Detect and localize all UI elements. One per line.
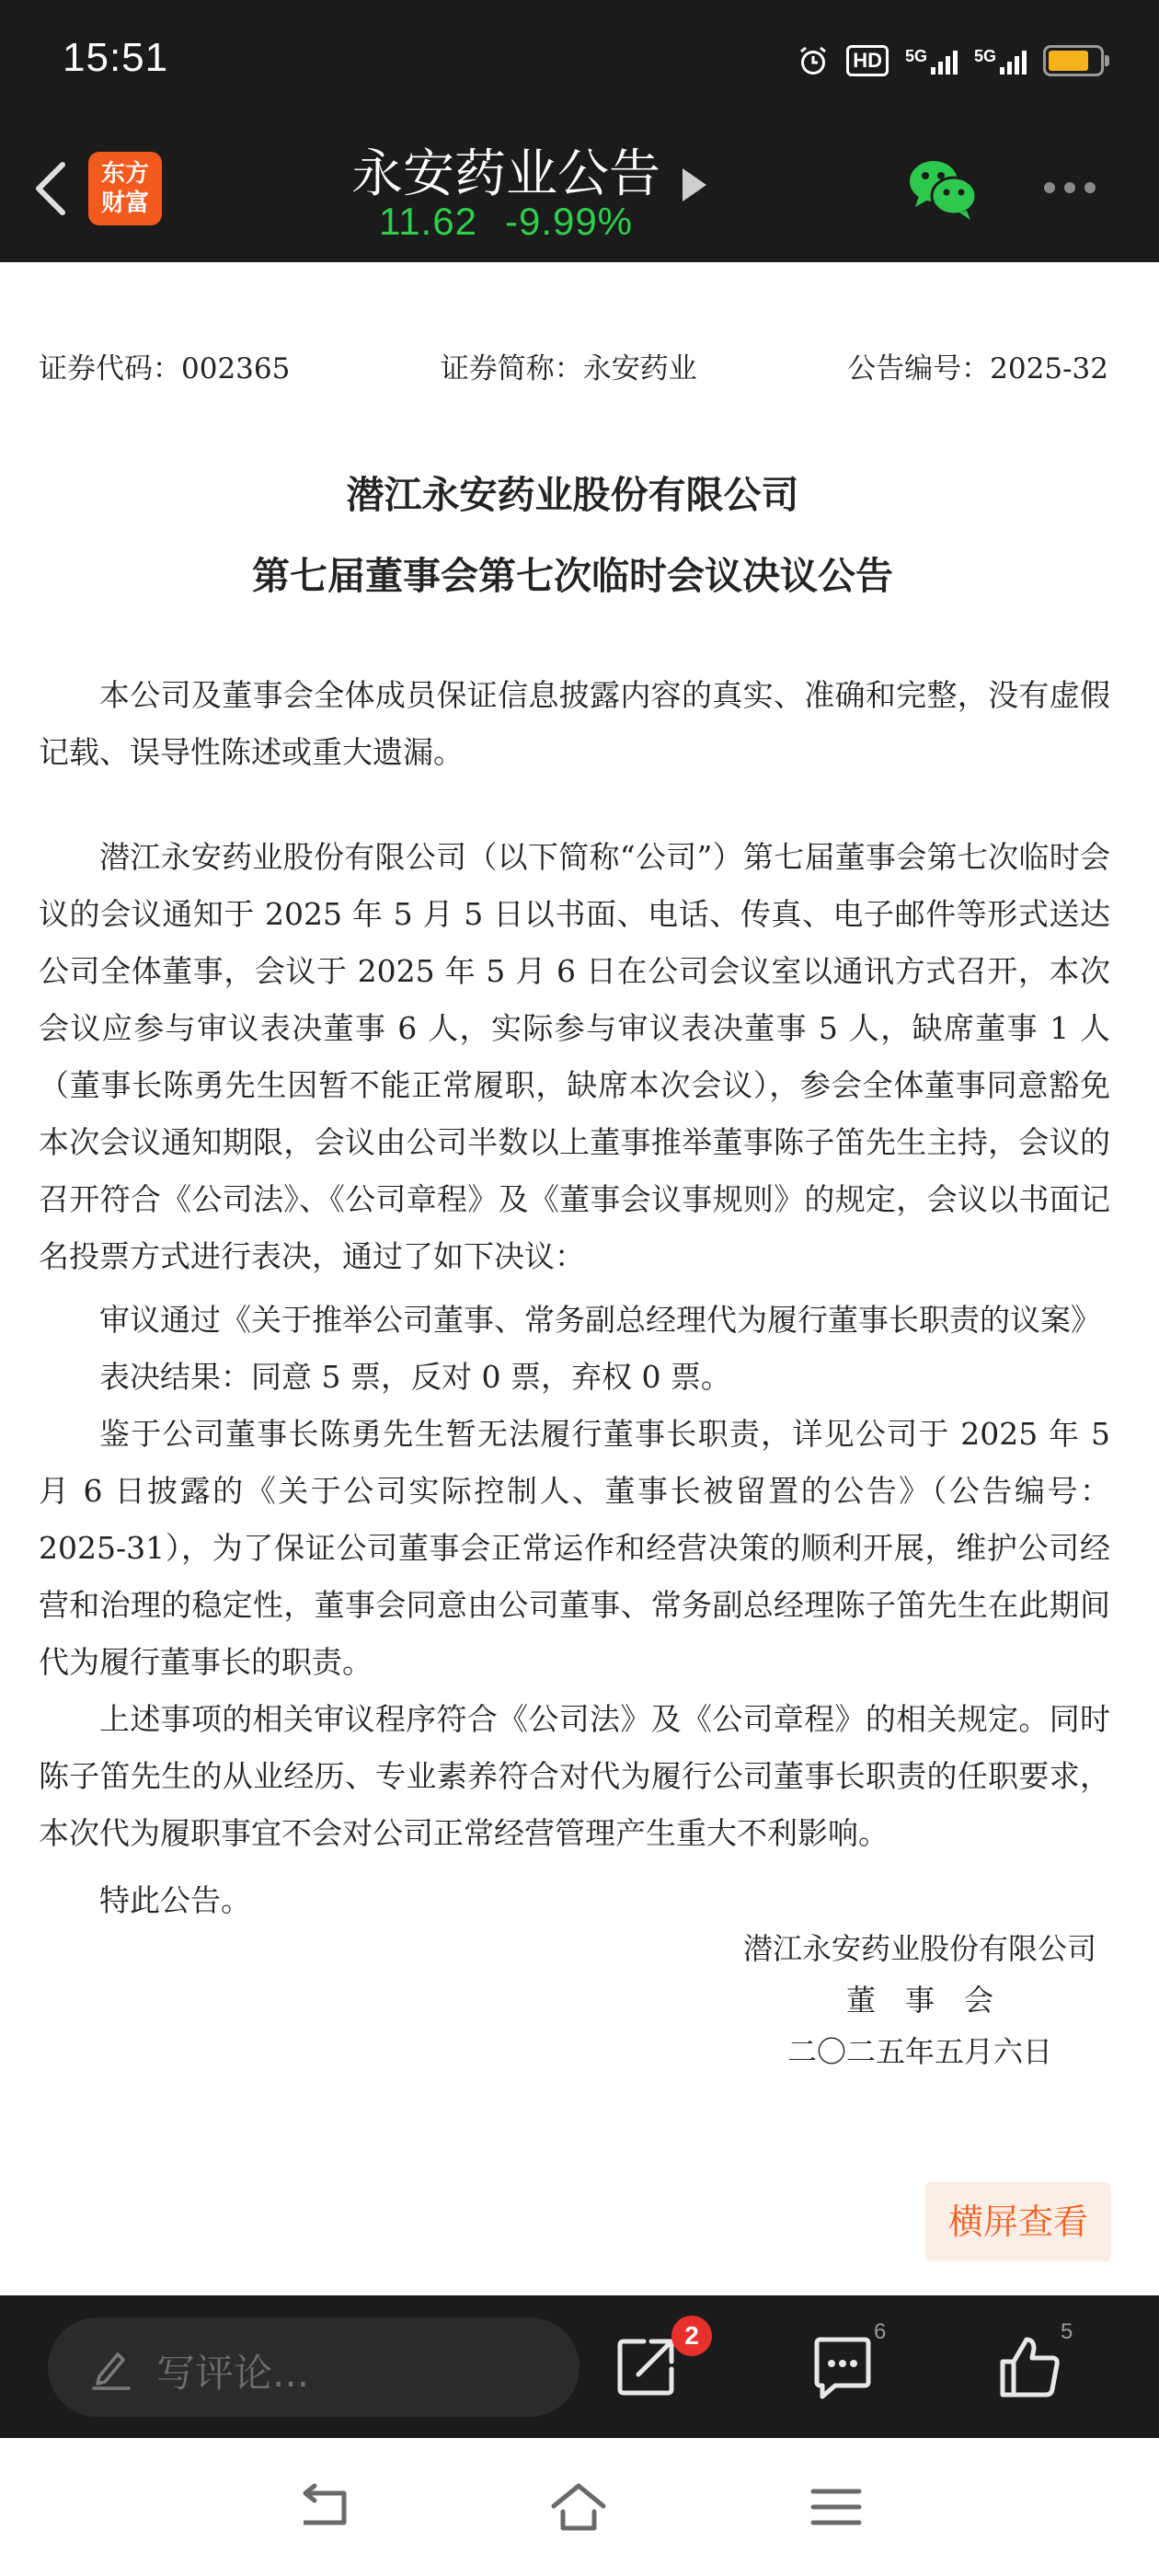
bottom-action-bar bbox=[0, 2295, 1159, 2438]
signal-label: 5G bbox=[904, 47, 927, 65]
signature-date: 二〇二五年五月六日 bbox=[786, 2034, 1052, 2069]
document-meta bbox=[39, 345, 1108, 386]
paragraph-compliance: 上述事项的相关审议程序符合《公司法》及《公司章程》的相关规定。同时陈子笛先生的从业经历、专业素养符合对代为履行公司董事长职责的任职要求，本次代为履职事宜不会对公司正常经营管理产生重大不利影响。 bbox=[39, 1701, 1110, 1851]
stock-quote bbox=[294, 200, 717, 244]
paragraph-closing: 特此公告。 bbox=[99, 1882, 251, 1918]
system-nav-bar bbox=[0, 2438, 1159, 2576]
comment-placeholder: 写评论... bbox=[156, 2351, 310, 2396]
paragraph-disclaimer: 本公司及董事会全体成员保证信息披露内容的真实、准确和完整，没有虚假记载、误导性陈述或重大遗漏。 bbox=[39, 677, 1110, 770]
announcement-number: 公告编号：2025-32 bbox=[847, 352, 1108, 385]
paragraph-vote-result: 表决结果：同意 5 票，反对 0 票，弃权 0 票。 bbox=[99, 1359, 731, 1395]
signal-5g-1 bbox=[905, 47, 958, 75]
signal-5g-2 bbox=[974, 47, 1027, 75]
comment-input[interactable] bbox=[48, 2317, 580, 2417]
signal-bars-icon bbox=[1000, 47, 1027, 75]
comment-icon[interactable] bbox=[808, 2332, 878, 2402]
signature-board: 董 事 会 bbox=[845, 1983, 993, 2018]
wechat-icon[interactable] bbox=[906, 154, 980, 224]
back-icon[interactable] bbox=[20, 152, 85, 225]
paragraph-meeting-info: 潜江永安药业股份有限公司（以下简称“公司”）第七届董事会第七次临时会议的会议通知于 2025 年 5 月 5 日以书面、电话、传真、电子邮件等形式送达公司全体董事，会议于 2025 年 5 月 6 日在公司会议室以通讯方式召开，本次会议应参与审议表决董事 6 人，实际参与审议表决董事 5 人，缺席董事 1 人（董事长陈勇先生因暂不能正常履职，缺席本次会议），参会全体董事同意豁免本次会议通知期限，会议由公司半数以上董事推举董事陈子笛先生主持，会议的召开符合《公司法》、《公司章程》及《董事会议事规则》的规定，会议以书面记名投票方式进行表决，通过了如下决议： bbox=[39, 839, 1110, 1274]
page-title: 永安药业公告 bbox=[351, 144, 660, 204]
menu-nav-icon[interactable] bbox=[804, 2475, 868, 2539]
app-header bbox=[0, 124, 1159, 262]
home-nav-icon[interactable] bbox=[546, 2475, 611, 2539]
status-icons bbox=[797, 37, 1104, 85]
pencil-icon bbox=[90, 2345, 132, 2391]
signal-label: 5G bbox=[973, 47, 996, 65]
document-title-company: 潜江永安药业股份有限公司 bbox=[346, 473, 799, 517]
more-icon[interactable] bbox=[1044, 179, 1108, 198]
share-icon[interactable] bbox=[611, 2332, 681, 2402]
battery-icon bbox=[1043, 45, 1104, 76]
stock-price: 11.62 bbox=[378, 200, 477, 243]
status-time: 15:51 bbox=[63, 35, 169, 80]
share-badge: 2 bbox=[671, 2316, 712, 2356]
back-nav-icon[interactable] bbox=[291, 2475, 355, 2539]
like-count: 5 bbox=[1061, 2319, 1073, 2344]
signal-bars-icon bbox=[931, 47, 958, 75]
paragraph-resolution: 审议通过《关于推举公司董事、常务副总经理代为履行董事长职责的议案》 bbox=[99, 1302, 1101, 1338]
security-short-name: 证券简称：永安药业 bbox=[440, 352, 697, 385]
announcement-document bbox=[0, 262, 1159, 2295]
security-code: 证券代码：002365 bbox=[39, 352, 291, 385]
paragraph-reason: 鉴于公司董事长陈勇先生暂无法履行董事长职责，详见公司于 2025 年 5 月 6 日披露的《关于公司实际控制人、董事长被留置的公告》（公告编号：2025-31），为了保证公司董事会正常运作和经营决策的顺利开展，维护公司经营和治理的稳定性，董事会同意由公司董事、常务副总经理陈子笛先生在此期间代为履行董事长的职责。 bbox=[39, 1416, 1110, 1680]
app-logo-text: 东方 财富 bbox=[100, 160, 149, 217]
stock-change: -9.99% bbox=[504, 200, 634, 243]
like-icon[interactable] bbox=[995, 2332, 1065, 2402]
hd-badge: HD bbox=[846, 45, 889, 76]
status-bar bbox=[0, 0, 1159, 124]
app-logo[interactable] bbox=[88, 152, 162, 225]
comment-count: 6 bbox=[874, 2319, 887, 2344]
signature-company: 潜江永安药业股份有限公司 bbox=[742, 1931, 1096, 1966]
alarm-icon bbox=[797, 44, 830, 77]
play-arrow-icon[interactable] bbox=[683, 168, 706, 201]
document-title-subject: 第七届董事会第七次临时会议决议公告 bbox=[252, 554, 893, 598]
landscape-view-button[interactable]: 横屏查看 bbox=[925, 2182, 1111, 2261]
